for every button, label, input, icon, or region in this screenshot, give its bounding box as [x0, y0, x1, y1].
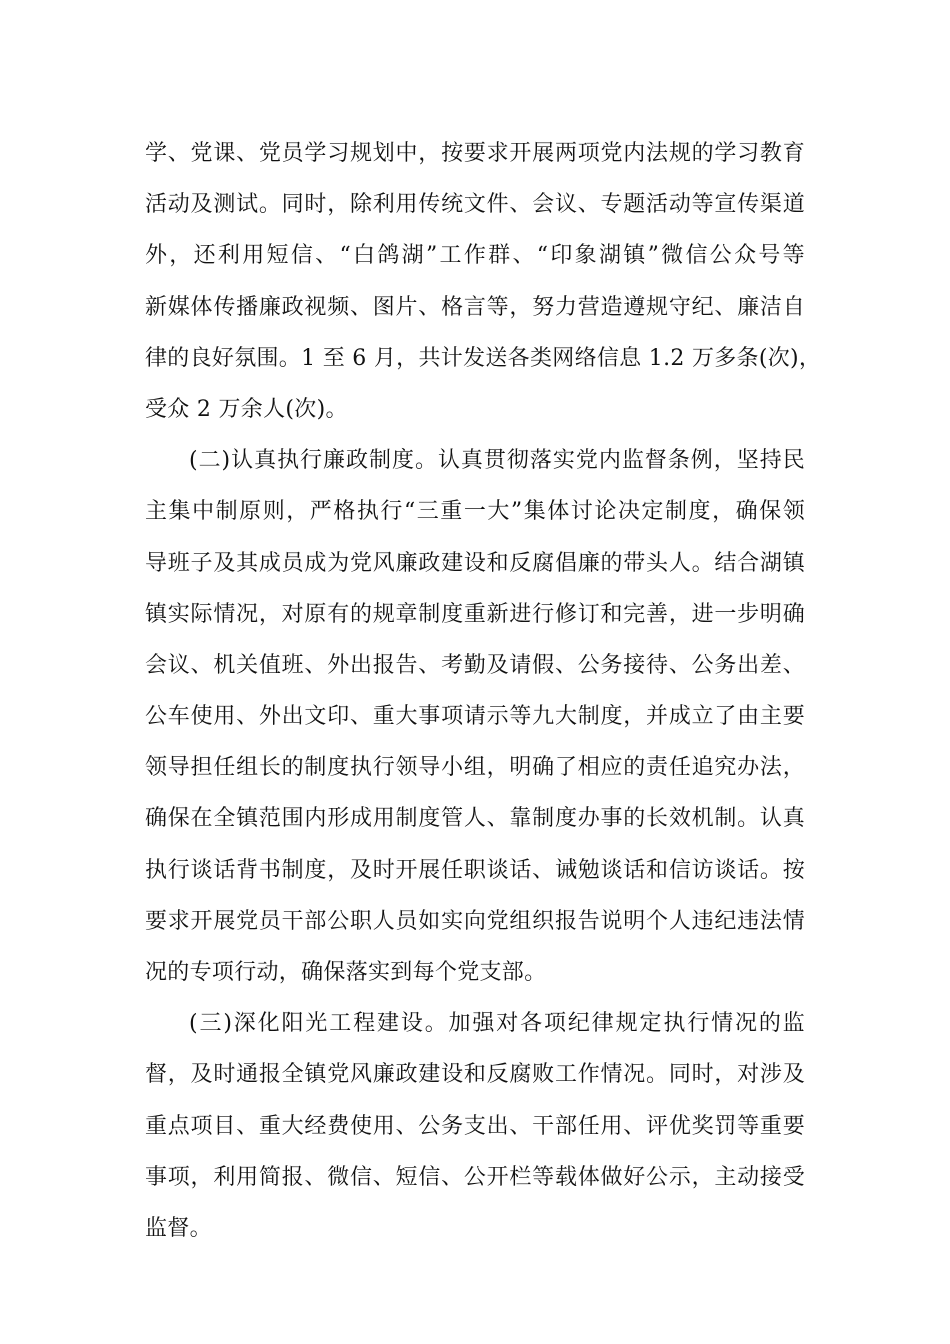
text-line: 公车使用、外出文印、重大事项请示等九大制度，并成立了由主要	[145, 704, 805, 730]
text-line: 外，还利用短信、“白鸽湖”工作群、“印象湖镇”微信公众号等	[145, 243, 805, 269]
text-line: 重点项目、重大经费使用、公务支出、干部任用、评优奖罚等重要	[145, 1113, 805, 1139]
document-body	[145, 128, 822, 1254]
text-line: 确保在全镇范围内形成用制度管人、靠制度办事的长效机制。认真	[145, 806, 805, 832]
text-line: 主集中制原则，严格执行“三重一大”集体讨论决定制度，确保领	[145, 499, 805, 525]
text-line: 律的良好氛围。1 至 6 月，共计发送各类网络信息 1.2 万多条(次)，	[145, 345, 822, 371]
text-line: 事项，利用简报、微信、短信、公开栏等载体做好公示，主动接受	[145, 1164, 805, 1190]
text-line: 督，及时通报全镇党风廉政建设和反腐败工作情况。同时，对涉及	[145, 1062, 805, 1088]
text-line: 领导担任组长的制度执行领导小组，明确了相应的责任追究办法，	[145, 755, 805, 781]
text-line: 导班子及其成员成为党风廉政建设和反腐倡廉的带头人。结合湖镇	[145, 550, 805, 576]
text-line: 监督。	[145, 1215, 212, 1241]
section-heading-line: (三)深化阳光工程建设。加强对各项纪律规定执行情况的监	[189, 1011, 805, 1037]
section-heading-line: (二)认真执行廉政制度。认真贯彻落实党内监督条例，坚持民	[189, 448, 805, 474]
text-line: 会议、机关值班、外出报告、考勤及请假、公务接待、公务出差、	[145, 652, 805, 678]
text-line: 要求开展党员干部公职人员如实向党组织报告说明个人违纪违法情	[145, 908, 805, 934]
text-line: 新媒体传播廉政视频、图片、格言等，努力营造遵规守纪、廉洁自	[145, 294, 805, 320]
text-line: 学、党课、党员学习规划中，按要求开展两项党内法规的学习教育	[145, 141, 805, 166]
text-line: 受众 2 万余人(次)。	[145, 396, 348, 422]
text-line: 况的专项行动，确保落实到每个党支部。	[145, 960, 547, 985]
text-line: 镇实际情况，对原有的规章制度重新进行修订和完善，进一步明确	[145, 601, 805, 627]
text-line: 活动及测试。同时，除利用传统文件、会议、专题活动等宣传渠道	[145, 192, 805, 218]
text-line: 执行谈话背书制度，及时开展任职谈话、诫勉谈话和信访谈话。按	[145, 857, 805, 883]
